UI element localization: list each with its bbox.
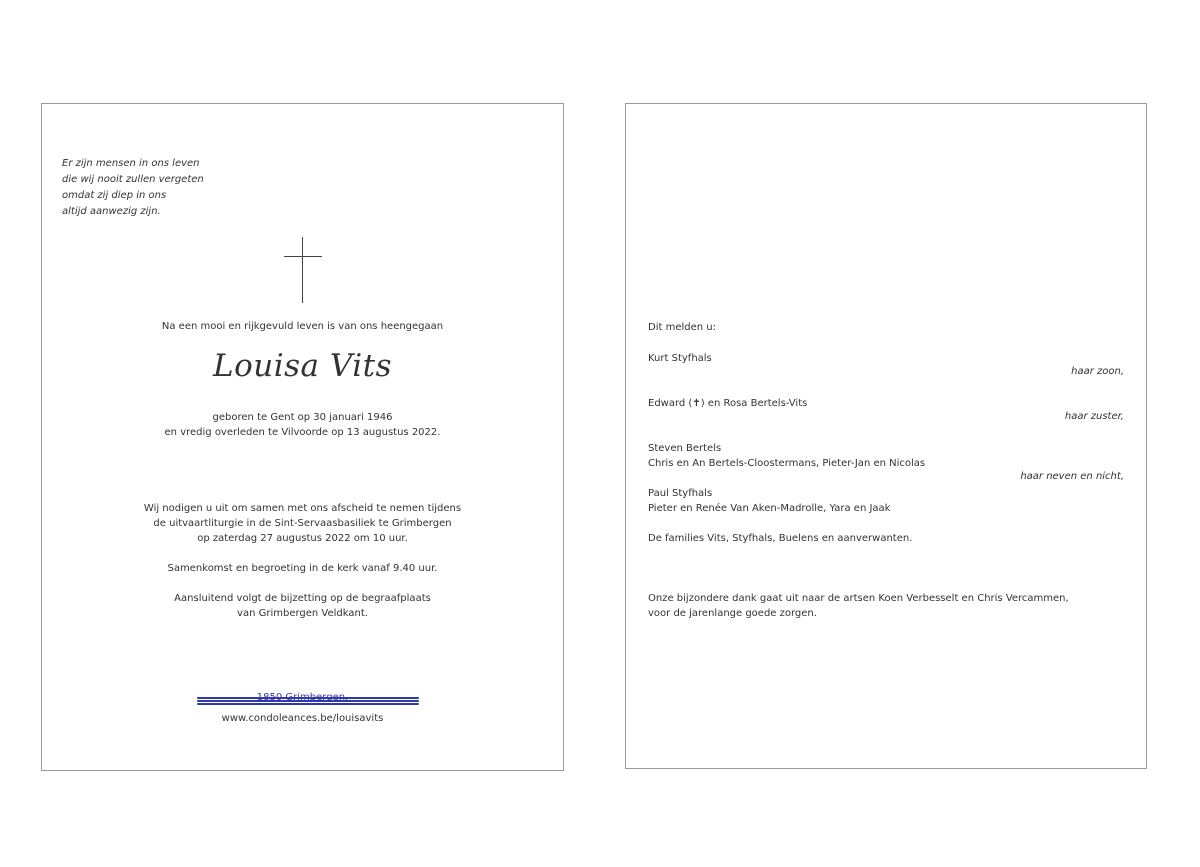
intro-text: Na een mooi en rijkgevuld leven is van ons heengegaan — [161, 321, 444, 332]
birth-line: geboren te Gent op 30 januari 1946 — [212, 412, 393, 423]
redaction-scribble — [197, 696, 419, 706]
gathering-info: Samenkomst en begroeting in de kerk vanaf 9.40 uur. — [167, 563, 438, 574]
announcement-intro: Dit melden u: — [648, 322, 716, 333]
cross-icon — [284, 237, 322, 303]
burial-line: van Grimbergen Veldkant. — [237, 608, 368, 619]
birth-death-info — [42, 410, 563, 440]
invite-line: op zaterdag 27 augustus 2022 om 10 uur. — [197, 533, 408, 544]
death-line: en vredig overleden te Vilvoorde op 13 augustus 2022. — [164, 427, 441, 438]
funeral-invitation — [42, 501, 563, 546]
family-member: Edward (✝) en Rosa Bertels-Vits — [648, 398, 808, 409]
burial-line: Aansluitend volgt de bijzetting op de begraafplaats — [174, 593, 431, 604]
family-member: Chris en An Bertels-Cloostermans, Pieter-Jan en Nicolas — [648, 458, 926, 469]
redacted-address — [42, 692, 563, 703]
poem-line: Er zijn mensen in ons leven — [62, 158, 200, 169]
condolence-website-link[interactable]: www.condoleances.be/louisavits — [221, 713, 384, 724]
relation-label: haar zuster, — [1064, 411, 1124, 422]
family-member: Pieter en Renée Van Aken-Madrolle, Yara en Jaak — [648, 503, 891, 514]
family-member: Kurt Styfhals — [648, 353, 712, 364]
invite-line: de uitvaartliturgie in de Sint-Servaasbasiliek te Grimbergen — [153, 518, 452, 529]
poem-line: altijd aanwezig zijn. — [62, 206, 161, 217]
poem — [62, 156, 204, 220]
family-member: Steven Bertels — [648, 443, 722, 454]
poem-line: die wij nooit zullen vergeten — [62, 174, 204, 185]
relation-label: haar zoon, — [1071, 366, 1124, 377]
deceased-name: Louisa Vits — [213, 348, 392, 384]
invite-line: Wij nodigen u uit om samen met ons afscheid te nemen tijdens — [143, 503, 462, 514]
thanks-line: voor de jarenlange goede zorgen. — [648, 608, 817, 619]
family-member: Paul Styfhals — [648, 488, 713, 499]
thanks-text — [648, 591, 1069, 621]
relation-label: haar neven en nicht, — [1020, 471, 1124, 482]
poem-line: omdat zij diep in ons — [62, 190, 167, 201]
thanks-line: Onze bijzondere dank gaat uit naar de artsen Koen Verbesselt en Chris Vercammen, — [648, 593, 1069, 604]
burial-info — [42, 591, 563, 621]
right-card — [625, 103, 1147, 769]
families-line: De families Vits, Styfhals, Buelens en aanverwanten. — [648, 533, 913, 544]
left-card — [41, 103, 564, 771]
